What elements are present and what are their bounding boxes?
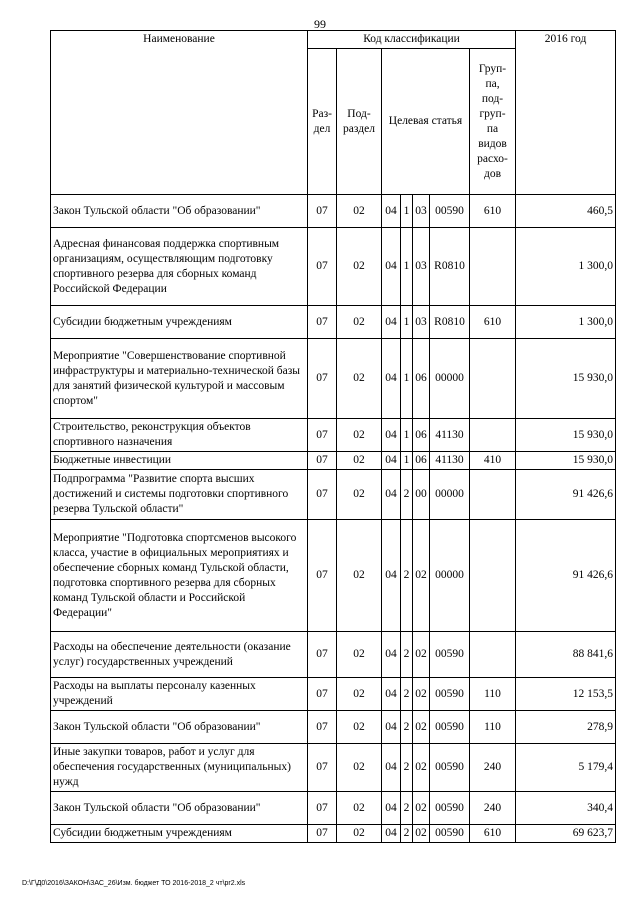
row-target-1: 04 bbox=[382, 825, 401, 843]
row-section: 07 bbox=[308, 825, 337, 843]
row-amount: 69 623,7 bbox=[516, 825, 616, 843]
row-target-3: 02 bbox=[413, 744, 430, 792]
row-section: 07 bbox=[308, 470, 337, 520]
table-row bbox=[51, 195, 616, 228]
table-row bbox=[51, 520, 616, 632]
row-target-3: 06 bbox=[413, 419, 430, 452]
row-target-1: 04 bbox=[382, 452, 401, 470]
row-expense-group: 610 bbox=[470, 825, 516, 843]
row-target-1: 04 bbox=[382, 744, 401, 792]
row-amount: 91 426,6 bbox=[516, 520, 616, 632]
row-subsection: 02 bbox=[337, 825, 382, 843]
table-row bbox=[51, 339, 616, 419]
row-name: Закон Тульской области "Об образовании" bbox=[51, 792, 308, 825]
row-amount: 460,5 bbox=[516, 195, 616, 228]
row-subsection: 02 bbox=[337, 470, 382, 520]
row-target-4: 00000 bbox=[430, 339, 470, 419]
row-target-3: 06 bbox=[413, 339, 430, 419]
row-target-2: 1 bbox=[401, 228, 413, 306]
row-target-1: 04 bbox=[382, 419, 401, 452]
row-amount: 5 179,4 bbox=[516, 744, 616, 792]
table-row bbox=[51, 306, 616, 339]
row-name: Иные закупки товаров, работ и услуг для обеспечения государственных (муниципальных) нужд bbox=[51, 744, 308, 792]
table-row bbox=[51, 792, 616, 825]
row-target-2: 1 bbox=[401, 339, 413, 419]
row-name: Субсидии бюджетным учреждениям bbox=[51, 306, 308, 339]
row-target-1: 04 bbox=[382, 678, 401, 711]
row-name: Строительство, реконструкция объектов спортивного назначения bbox=[51, 419, 308, 452]
row-target-2: 1 bbox=[401, 306, 413, 339]
row-subsection: 02 bbox=[337, 339, 382, 419]
row-amount: 91 426,6 bbox=[516, 470, 616, 520]
row-expense-group: 410 bbox=[470, 452, 516, 470]
row-amount: 88 841,6 bbox=[516, 632, 616, 678]
row-target-2: 2 bbox=[401, 632, 413, 678]
row-amount: 340,4 bbox=[516, 792, 616, 825]
row-subsection: 02 bbox=[337, 520, 382, 632]
row-expense-group: 240 bbox=[470, 744, 516, 792]
budget-table bbox=[50, 30, 616, 843]
row-expense-group: 610 bbox=[470, 195, 516, 228]
row-amount: 278,9 bbox=[516, 711, 616, 744]
header-section: Раз- дел bbox=[308, 49, 337, 195]
row-target-4: R0810 bbox=[430, 306, 470, 339]
row-expense-group: 240 bbox=[470, 792, 516, 825]
row-target-2: 2 bbox=[401, 744, 413, 792]
row-name: Мероприятие "Подготовка спортсменов высокого класса, участие в официальных мероприятиях и обеспечение сборных команд Тульской области, подготовка спортивного резерва для сборных команд Тульской области и Российской Федерации" bbox=[51, 520, 308, 632]
row-target-4: 41130 bbox=[430, 452, 470, 470]
row-target-3: 03 bbox=[413, 195, 430, 228]
row-expense-group: 110 bbox=[470, 678, 516, 711]
row-target-1: 04 bbox=[382, 792, 401, 825]
row-section: 07 bbox=[308, 195, 337, 228]
row-target-4: 00590 bbox=[430, 632, 470, 678]
row-subsection: 02 bbox=[337, 228, 382, 306]
header-expense-group: Груп- па, под- груп- па видов расхо- дов bbox=[470, 49, 516, 195]
row-section: 07 bbox=[308, 306, 337, 339]
row-subsection: 02 bbox=[337, 792, 382, 825]
table-row bbox=[51, 452, 616, 470]
row-target-3: 02 bbox=[413, 711, 430, 744]
table-row bbox=[51, 678, 616, 711]
row-name: Бюджетные инвестиции bbox=[51, 452, 308, 470]
row-amount: 15 930,0 bbox=[516, 419, 616, 452]
row-target-2: 1 bbox=[401, 419, 413, 452]
row-target-4: 00590 bbox=[430, 792, 470, 825]
table-body bbox=[51, 195, 616, 843]
row-amount: 15 930,0 bbox=[516, 452, 616, 470]
row-amount: 12 153,5 bbox=[516, 678, 616, 711]
row-name: Закон Тульской области "Об образовании" bbox=[51, 711, 308, 744]
row-target-4: 00000 bbox=[430, 470, 470, 520]
table-row bbox=[51, 632, 616, 678]
row-subsection: 02 bbox=[337, 452, 382, 470]
row-target-3: 02 bbox=[413, 792, 430, 825]
table-row bbox=[51, 711, 616, 744]
row-target-4: 00590 bbox=[430, 678, 470, 711]
row-target-3: 03 bbox=[413, 306, 430, 339]
table-row bbox=[51, 744, 616, 792]
row-target-4: R0810 bbox=[430, 228, 470, 306]
row-name: Расходы на выплаты персоналу казенных учреждений bbox=[51, 678, 308, 711]
row-subsection: 02 bbox=[337, 306, 382, 339]
row-section: 07 bbox=[308, 228, 337, 306]
row-expense-group bbox=[470, 632, 516, 678]
table-row bbox=[51, 470, 616, 520]
row-target-1: 04 bbox=[382, 632, 401, 678]
row-expense-group bbox=[470, 470, 516, 520]
row-section: 07 bbox=[308, 792, 337, 825]
row-expense-group bbox=[470, 339, 516, 419]
row-target-3: 02 bbox=[413, 825, 430, 843]
row-name: Расходы на обеспечение деятельности (оказание услуг) государственных учреждений bbox=[51, 632, 308, 678]
row-name: Субсидии бюджетным учреждениям bbox=[51, 825, 308, 843]
row-section: 07 bbox=[308, 520, 337, 632]
header-target-article: Целевая статья bbox=[382, 49, 470, 195]
row-target-2: 2 bbox=[401, 678, 413, 711]
row-name: Закон Тульской области "Об образовании" bbox=[51, 195, 308, 228]
row-amount: 1 300,0 bbox=[516, 228, 616, 306]
row-target-1: 04 bbox=[382, 711, 401, 744]
row-subsection: 02 bbox=[337, 419, 382, 452]
row-target-2: 1 bbox=[401, 452, 413, 470]
row-amount: 1 300,0 bbox=[516, 306, 616, 339]
row-target-2: 2 bbox=[401, 825, 413, 843]
row-target-2: 1 bbox=[401, 195, 413, 228]
table-row bbox=[51, 419, 616, 452]
table-row bbox=[51, 228, 616, 306]
row-target-1: 04 bbox=[382, 520, 401, 632]
row-expense-group: 610 bbox=[470, 306, 516, 339]
header-year: 2016 год bbox=[516, 31, 616, 195]
row-target-4: 00590 bbox=[430, 195, 470, 228]
row-target-4: 41130 bbox=[430, 419, 470, 452]
row-target-1: 04 bbox=[382, 195, 401, 228]
row-target-1: 04 bbox=[382, 306, 401, 339]
row-target-2: 2 bbox=[401, 470, 413, 520]
row-target-1: 04 bbox=[382, 470, 401, 520]
row-section: 07 bbox=[308, 419, 337, 452]
row-target-1: 04 bbox=[382, 228, 401, 306]
row-expense-group bbox=[470, 520, 516, 632]
row-target-3: 02 bbox=[413, 678, 430, 711]
header-classification: Код классификации bbox=[308, 31, 516, 49]
row-target-1: 04 bbox=[382, 339, 401, 419]
row-subsection: 02 bbox=[337, 678, 382, 711]
header-name: Наименование bbox=[51, 31, 308, 195]
row-section: 07 bbox=[308, 452, 337, 470]
row-target-3: 02 bbox=[413, 632, 430, 678]
row-amount: 15 930,0 bbox=[516, 339, 616, 419]
row-subsection: 02 bbox=[337, 711, 382, 744]
row-section: 07 bbox=[308, 632, 337, 678]
row-section: 07 bbox=[308, 711, 337, 744]
row-expense-group bbox=[470, 228, 516, 306]
row-target-4: 00590 bbox=[430, 744, 470, 792]
row-target-3: 03 bbox=[413, 228, 430, 306]
row-target-2: 2 bbox=[401, 520, 413, 632]
row-target-4: 00590 bbox=[430, 825, 470, 843]
row-subsection: 02 bbox=[337, 195, 382, 228]
row-target-3: 06 bbox=[413, 452, 430, 470]
file-path-footer: D:\Г\Д0\2016\ЗАКОН\ЗАС_26\Изм. бюджет ТО 2016-2018_2 чт\pr2.xls bbox=[22, 880, 246, 887]
row-name: Мероприятие "Совершенствование спортивной инфраструктуры и материально-технической базы для занятий физической культурой и массовым спортом" bbox=[51, 339, 308, 419]
row-section: 07 bbox=[308, 678, 337, 711]
row-target-3: 00 bbox=[413, 470, 430, 520]
table-row bbox=[51, 825, 616, 843]
row-expense-group: 110 bbox=[470, 711, 516, 744]
row-subsection: 02 bbox=[337, 632, 382, 678]
row-target-3: 02 bbox=[413, 520, 430, 632]
row-subsection: 02 bbox=[337, 744, 382, 792]
row-section: 07 bbox=[308, 744, 337, 792]
row-name: Подпрограмма "Развитие спорта высших достижений и системы подготовки спортивного резерва Тульской области" bbox=[51, 470, 308, 520]
row-name: Адресная финансовая поддержка спортивным организациям, осуществляющим подготовку спортивного резерва для сборных команд Российской Федерации bbox=[51, 228, 308, 306]
row-target-4: 00590 bbox=[430, 711, 470, 744]
row-expense-group bbox=[470, 419, 516, 452]
row-target-2: 2 bbox=[401, 792, 413, 825]
row-section: 07 bbox=[308, 339, 337, 419]
row-target-4: 00000 bbox=[430, 520, 470, 632]
header-subsection: Под- раздел bbox=[337, 49, 382, 195]
row-target-2: 2 bbox=[401, 711, 413, 744]
page-number: 99 bbox=[314, 17, 326, 31]
